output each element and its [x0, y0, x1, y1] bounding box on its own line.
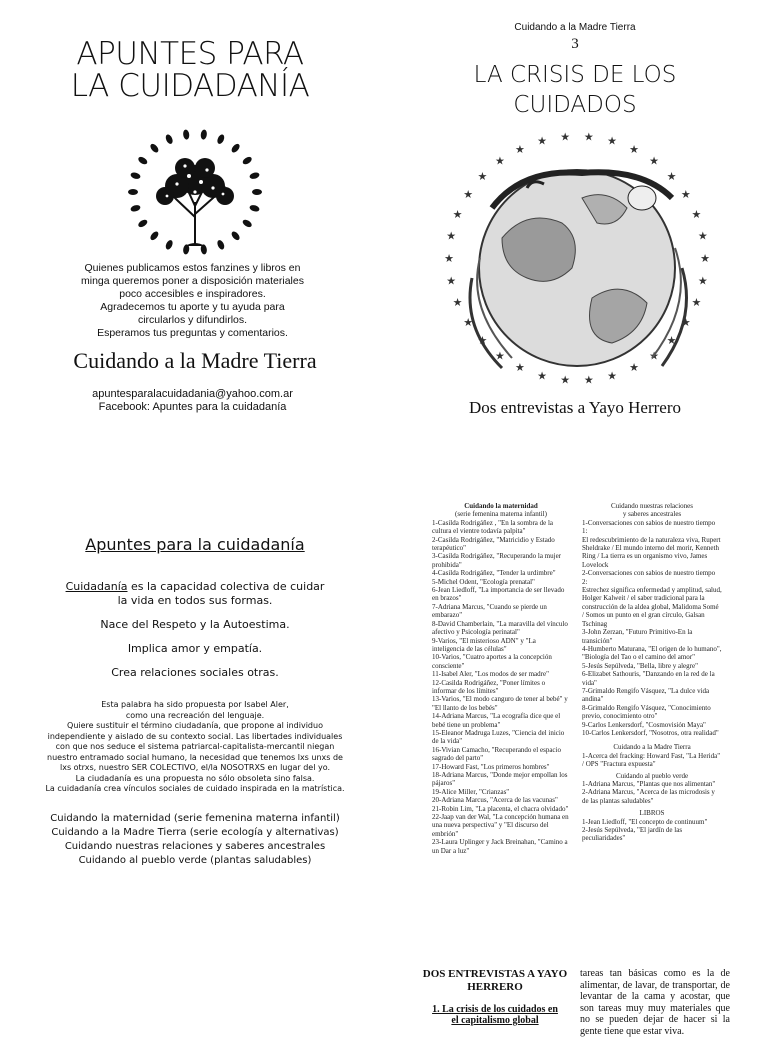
issue-number: 3	[571, 36, 579, 52]
catalog-item: 2-Casilda Rodrigáñez, "Matricidio y Estado terapéutico"	[432, 535, 555, 553]
catalog-item: 13-Varios, "El modo canguro de tener al bebé" y "El llanto de los bebés"	[432, 695, 568, 712]
catalog-item: 2-Adriana Marcus, "Acerca de las microdosis y de las plantas saludables"	[582, 788, 715, 805]
article-section-heading: 1. La crisis de los cuidados en el capitalismo global	[432, 1004, 558, 1026]
catalog-item: 9-Varios, "El misterioso ADN" y "La inteligencia de las células"	[432, 636, 536, 653]
amor-line: Implica amor y empatía.	[127, 642, 263, 655]
star-mark: ★	[446, 274, 457, 288]
note-line: con que nos seduce el sistema patriarcal-capitalista-mercantil niegan	[55, 742, 335, 751]
star-mark: ★	[697, 229, 708, 243]
note-line: La ciudadanía es una propuesta no sólo obsoleta sino falsa.	[75, 773, 315, 783]
star-mark: ★	[649, 349, 660, 363]
star-mark: ★	[537, 134, 547, 148]
catalog-item: 11-Isabel Aler, "Los modos de ser madre"	[432, 670, 549, 679]
footprint-mark	[183, 129, 190, 140]
catalog-item: 7-Grimaldo Rengifo Vásquez, "La dulce vida andina"	[582, 686, 710, 704]
facebook-link[interactable]: Facebook: Apuntes para la cuidadanía	[98, 401, 287, 413]
cover-title	[40, 38, 340, 102]
definition	[40, 580, 350, 608]
intro-line: Agradecemos tu aporte y tu ayuda para	[100, 301, 285, 313]
star-mark: ★	[477, 334, 488, 348]
intro-line: poco accesibles e inspiradores.	[119, 288, 266, 300]
catalog-item: 4-Casilda Rodrigáñez, "Tender la urdimbre"	[432, 569, 556, 578]
star-mark: ★	[444, 252, 454, 265]
catalog-item: 1-Acerca del fracking: Howard Fast, "La Herida" / OPS "Fractura expuesta"	[582, 751, 721, 769]
email-link[interactable]: apuntesparalacuidadania@yahoo.com.ar	[92, 388, 293, 400]
series-list-item: Cuidando al pueblo verde (plantas saludables)	[78, 855, 312, 866]
issue-subtitle: Dos entrevistas a Yayo Herrero	[469, 398, 681, 417]
catalog-item: 4-Humberto Maturana, "El origen de lo humano", "Biología del Tao o el camino del amor"	[582, 644, 722, 662]
catalog-item: 9-Carlos Lenkersdorf, "Cosmovisión Maya"	[582, 720, 706, 729]
catalog-item: 8-Grimaldo Rengifo Vásquez, "Conocimiento previo, conocimiento otro"	[582, 703, 711, 721]
definition-text-2: la vida en todos sus formas.	[117, 594, 273, 607]
note-line: nuestro entramado social humano, la necesidad que tenemos lxs unxs de	[47, 752, 343, 762]
catalog-heading: Cuidando la maternidad	[464, 502, 538, 510]
catalog-item: 5-Michel Odent, "Ecología prenatal"	[432, 577, 535, 586]
star-mark: ★	[649, 154, 660, 168]
catalog-maternidad	[432, 502, 570, 855]
footprint-mark	[252, 189, 262, 195]
star-mark: ★	[697, 274, 708, 288]
relaciones-line: Crea relaciones sociales otras.	[111, 666, 279, 679]
footprint-mark	[241, 218, 253, 228]
catalog-heading-verde: Cuidando al pueblo verde	[615, 771, 689, 780]
footprint-mark	[200, 129, 207, 140]
star-mark: ★	[463, 316, 474, 330]
star-mark: ★	[514, 142, 525, 156]
catalog-item: 22-Jaap van der Wal, "La concepción humana en una nueva perspectiva" y "El discurso del embrión"	[432, 813, 569, 838]
star-mark: ★	[666, 334, 677, 348]
catalog-item: 21-Robin Lim, "La placenta, el chacra olvidado"	[432, 804, 569, 813]
intro-line: minga queremos poner a disposición materiales	[81, 275, 304, 287]
catalog-item: 19-Alice Miller, "Crianzas"	[432, 787, 510, 796]
series-name: Cuidando a la Madre Tierra	[73, 348, 317, 373]
catalog-item: 3-Casilda Rodrigáñez, "Recuperando la mujer prohibida"	[432, 552, 562, 569]
footprint-mark	[149, 142, 160, 153]
catalog-relaciones	[582, 502, 722, 843]
footprint-mark	[130, 171, 141, 180]
series-list-item: Cuidando a la Madre Tierra (serie ecología y alternativas)	[51, 827, 339, 838]
star-mark: ★	[607, 134, 617, 148]
star-mark: ★	[494, 154, 505, 168]
definition-term: Cuidadanía	[65, 580, 128, 593]
star-mark: ★	[560, 130, 571, 144]
catalog-item: 1-Casilda Rodrigáñez , "En la sombra de la cultura el vientre todavía palpita"	[432, 518, 554, 536]
catalog-item: 7-Adriana Marcus, "Cuando se pierde un embarazo"	[432, 602, 547, 620]
catalog-subheading: y saberes ancestrales	[622, 510, 682, 519]
catalog-item: 6-Elizabet Sathouris, "Danzando en la red de la vida"	[582, 670, 715, 687]
catalog-item: 10-Carlos Lenkersdorf, "Nosotros, otra realidad"	[582, 728, 719, 737]
note-line: independiente y aislado de su contexto social. Las libertades individuales	[47, 731, 343, 741]
catalog-item: 15-Eleanor Madruga Luzes, "Ciencia del inicio de la vida"	[432, 728, 565, 746]
footprint-mark	[216, 239, 226, 251]
footprint-mark	[164, 133, 174, 145]
star-mark: ★	[452, 296, 463, 310]
catalog-items	[432, 519, 570, 855]
cover-title-line2: LA CUIDADANÍA	[70, 68, 310, 104]
intro-text	[60, 262, 325, 340]
star-mark: ★	[691, 207, 702, 221]
series-list	[40, 812, 350, 868]
catalog-item: El redescubrimiento de la naturaleza viva, Rupert Sheldrake / El mundo interno del morir, Kenneth Ring / La tierra es un organismo vivo, James Lovelock	[582, 535, 721, 569]
catalog-items	[582, 818, 722, 843]
catalog-item: 2-Conversaciones con sabios de nuestro tiempo 2:	[582, 569, 716, 586]
catalog-item: 14-Adriana Marcus, "La ecografía dice que el bebé tiene un problema"	[432, 712, 561, 729]
footprint-mark	[128, 189, 138, 195]
footprint-mark	[249, 204, 260, 213]
catalog-item: 16-Vivian Camacho, "Recuperando el espacio sagrado del parto"	[432, 745, 561, 763]
catalog-items	[582, 752, 722, 769]
footprint-mark	[164, 239, 174, 251]
star-mark: ★	[446, 229, 457, 243]
footprint-mark	[241, 155, 253, 165]
issue-title	[420, 60, 730, 120]
series-header: Cuidando a la Madre Tierra	[514, 22, 636, 33]
catalog-item: 20-Adriana Marcus, "Acerca de las vacunas"	[432, 796, 558, 805]
series-list-item: Cuidando nuestras relaciones y saberes ancestrales	[64, 841, 326, 852]
catalog-item: 18-Adriana Marcus, "Donde mejor empollan los pájaros"	[432, 771, 568, 788]
star-mark: ★	[680, 187, 691, 201]
footprint-mark	[249, 171, 260, 180]
catalog-item: 6-Jean Liedloff, "La importancia de ser llevado en brazos"	[432, 586, 565, 603]
earth-mother-illustration	[432, 128, 722, 396]
star-mark: ★	[680, 316, 691, 330]
catalog-heading: Cuidando nuestras relaciones	[610, 502, 694, 510]
note-line: La cuidadanía crea vínculos sociales de cuidado inspirada en la matrística.	[45, 784, 345, 793]
star-mark: ★	[629, 142, 640, 156]
catalog-item: 8-David Chamberlain, "La maravilla del vínculo afectivo y Psicología perinatal"	[432, 619, 568, 637]
star-mark: ★	[537, 369, 547, 383]
star-mark: ★	[607, 369, 617, 383]
catalog-item: 23-Laura Uplinger y Jack Breinahan, "Camino a un Dar a luz"	[432, 838, 568, 855]
footprint-mark	[137, 218, 149, 228]
star-mark: ★	[583, 130, 594, 144]
star-mark: ★	[700, 252, 710, 265]
star-mark: ★	[666, 169, 677, 183]
footprint-mark	[130, 204, 141, 213]
footprint-mark	[149, 230, 160, 241]
star-mark: ★	[452, 207, 463, 221]
star-mark: ★	[514, 361, 525, 375]
cover-title-line1: APUNTES PARA	[76, 36, 304, 72]
catalog-item: Estrechez significa enfermedad y amplitud, salud, Holger Kalweit / el saber tradicional para la construcción de la aldea global, Malidoma Somé / Somos un punto en el gran círculo, Galsan Tschinag	[582, 586, 722, 628]
contact-block	[60, 388, 325, 414]
note-line: Esta palabra ha sido propuesta por Isabel Aler,	[101, 700, 289, 709]
note-line: Quiere sustituir el término ciudadanía, que propone al individuo	[67, 721, 323, 730]
tree-footprints-logo	[115, 122, 275, 262]
catalog-heading-tierra: Cuidando a la Madre Tierra	[613, 743, 691, 752]
star-mark: ★	[494, 349, 505, 363]
star-mark: ★	[691, 296, 702, 310]
footprint-mark	[137, 155, 149, 165]
catalog-heading-libros: LIBROS	[639, 809, 665, 818]
intro-line: Esperamos tus preguntas y comentarios.	[97, 327, 288, 339]
catalog-item: 1-Conversaciones con sabios de nuestro tiempo 1:	[582, 518, 716, 536]
catalog-item: 12-Casilda Rodrigáñez, "Poner límites o informar de los límites"	[432, 678, 546, 695]
catalog-item: 1-Jean Liedloff, "El concepto de continuum"	[582, 817, 708, 826]
series-list-item: Cuidando la maternidad (serie femenina materna infantil)	[50, 813, 340, 824]
catalog-items	[582, 780, 722, 805]
article-title: DOS ENTREVISTAS A YAYO HERRERO	[422, 968, 568, 993]
note-line: lxs otrxs, nuestro SER COLECTIVO, el/la NOSOTRXS en lugar del yo.	[59, 763, 330, 772]
article-body: tareas tan básicas como es la de alimentar, de lavar, de transportar, de levantar de la cama y acostar, que son tareas muy muy materiales que no se pueden dejar de hacer si la gente tiene que estar viva.	[580, 968, 730, 1037]
star-mark: ★	[560, 373, 571, 387]
catalog-items	[582, 519, 722, 738]
catalog-item: 5-Jesús Sepúlveda, "Bella, libre y alegre"	[582, 661, 698, 670]
catalog-item: 2-Jesús Sepúlveda, "El jardín de las peculiaridades"	[582, 826, 683, 843]
catalog-subheading: (serie femenina materna infantil)	[455, 510, 547, 519]
star-mark: ★	[463, 187, 474, 201]
footprint-mark	[230, 230, 241, 241]
respeto-line: Nace del Respeto y la Autoestima.	[100, 618, 290, 631]
section-heading: Apuntes para la cuidadanía	[85, 535, 305, 554]
footprint-mark	[216, 133, 226, 145]
catalog-item: 1-Adriana Marcus, "Plantas que nos alimentan"	[582, 780, 716, 788]
star-mark: ★	[477, 169, 488, 183]
issue-title-line1: LA CRISIS DE LOS	[473, 62, 677, 88]
definition-text: es la capacidad colectiva de cuidar	[127, 580, 325, 593]
note-line: como una recreación del lenguaje.	[125, 710, 265, 720]
footprint-mark	[230, 142, 241, 153]
catalog-item: 17-Howard Fast, "Los primeros hombres"	[432, 762, 550, 771]
catalog-item: 3-John Zerzan, "Futuro Primitivo-En la transición"	[582, 628, 693, 645]
intro-line: circularlos y difundirlos.	[137, 314, 248, 326]
intro-line: Quienes publicamos estos fanzines y libros en	[84, 262, 301, 274]
issue-title-line2: CUIDADOS	[513, 92, 637, 118]
catalog-item: 10-Varios, "Cuatro aportes a la concepción consciente"	[432, 653, 552, 670]
star-mark: ★	[629, 361, 640, 375]
term-note	[30, 700, 360, 795]
star-mark: ★	[583, 373, 594, 387]
